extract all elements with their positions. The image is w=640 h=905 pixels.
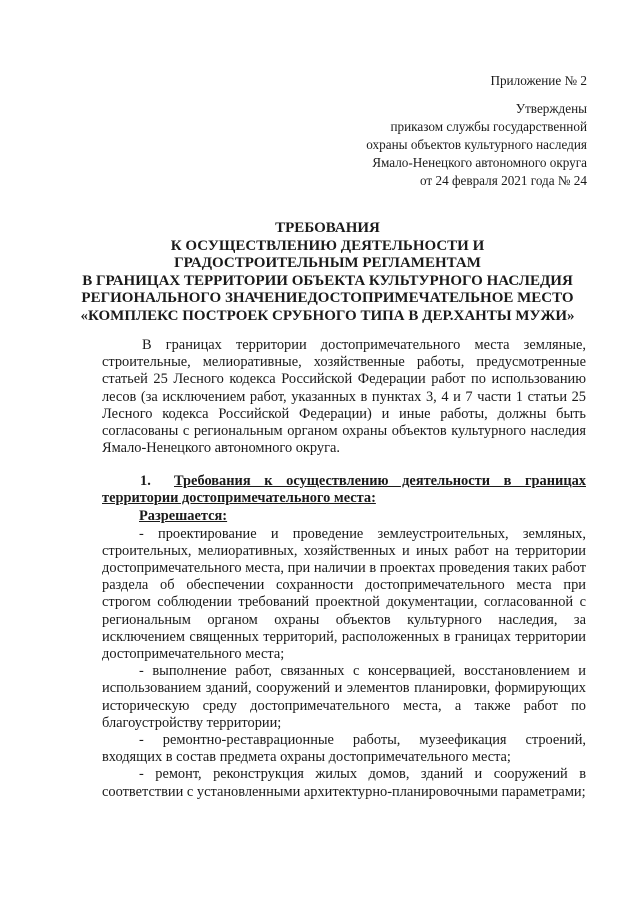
approval-line: от 24 февраля 2021 года № 24 <box>420 173 587 188</box>
section-1 <box>102 473 586 801</box>
title-line: ГРАДОСТРОИТЕЛЬНЫМ РЕГЛАМЕНТАМ <box>174 255 481 271</box>
intro-paragraph: В границах территории достопримечательного места земляные, строительные, мелиоративные, хозяйственные работы, предусмотренные статьей 25 Лесного кодекса Российской Федерации работ по использованию лесов (за исключением работ, указанных в пунктах 3, 4 и 7 части 1 статьи 25 Лесного кодекса Российской Федерации) и иные работы, должны быть согласованы с региональным органом охраны объектов культурного наследия Ямало-Ненецкого автономного округа. <box>102 337 586 457</box>
list-item: - выполнение работ, связанных с консервацией, восстановлением и использованием зданий, сооружений и элементов планировки, формирующих историческую среду достопримечательного места, а также работ по благоустройству территории; <box>102 663 586 731</box>
list-item: - ремонт, реконструкция жилых домов, зданий и сооружений в соответствии с установленными архитектурно-планировочными параметрами; <box>102 766 586 800</box>
approval-line: Ямало-Ненецкого автономного округа <box>372 155 587 170</box>
title-line: «КОМПЛЕКС ПОСТРОЕК СРУБНОГО ТИПА В ДЕР.ХАНТЫ МУЖИ» <box>80 307 575 324</box>
section-heading <box>102 473 586 507</box>
list-item: - проектирование и проведение землеустроительных, земляных, строительных, мелиоративных, хозяйственных и иных работ на территории достопримечательного места, при наличии в проектах проведения таких работ раздела об обеспечении сохранности достопримечательного места при строгом соблюдении требований проектной документации, согласованной с региональным органом охраны объектов культурного наследия, за исключением священных территорий, расположенных в границах территории достопримечательного места; <box>102 525 586 663</box>
section-heading-text: Требования к осуществлению деятельности в границах территории достопримечательного места: <box>102 473 586 507</box>
title-line: В ГРАНИЦАХ ТЕРРИТОРИИ ОБЪЕКТА КУЛЬТУРНОГО НАСЛЕДИЯ <box>82 272 573 289</box>
intro-section <box>102 337 586 457</box>
approval-line: приказом службы государственной <box>390 119 587 134</box>
approval-block <box>366 72 587 190</box>
allowed-label: Разрешается: <box>139 508 228 525</box>
approval-line: охраны объектов культурного наследия <box>366 137 587 152</box>
approval-line: Утверждены <box>515 101 587 116</box>
title-line: К ОСУЩЕСТВЛЕНИЮ ДЕЯТЕЛЬНОСТИ И <box>170 237 485 254</box>
title-line: ТРЕБОВАНИЯ <box>275 220 380 236</box>
appendix-label: Приложение № 2 <box>490 73 587 88</box>
list-item: - ремонтно-реставрационные работы, музеефикация строений, входящих в состав предмета охраны достопримечательного места; <box>102 732 586 766</box>
section-number: 1. <box>140 473 151 489</box>
allowed-label-row <box>102 508 586 525</box>
document-title <box>60 220 595 325</box>
title-line: РЕГИОНАЛЬНОГО ЗНАЧЕНИЕДОСТОПРИМЕЧАТЕЛЬНОЕ МЕСТО <box>81 290 574 306</box>
